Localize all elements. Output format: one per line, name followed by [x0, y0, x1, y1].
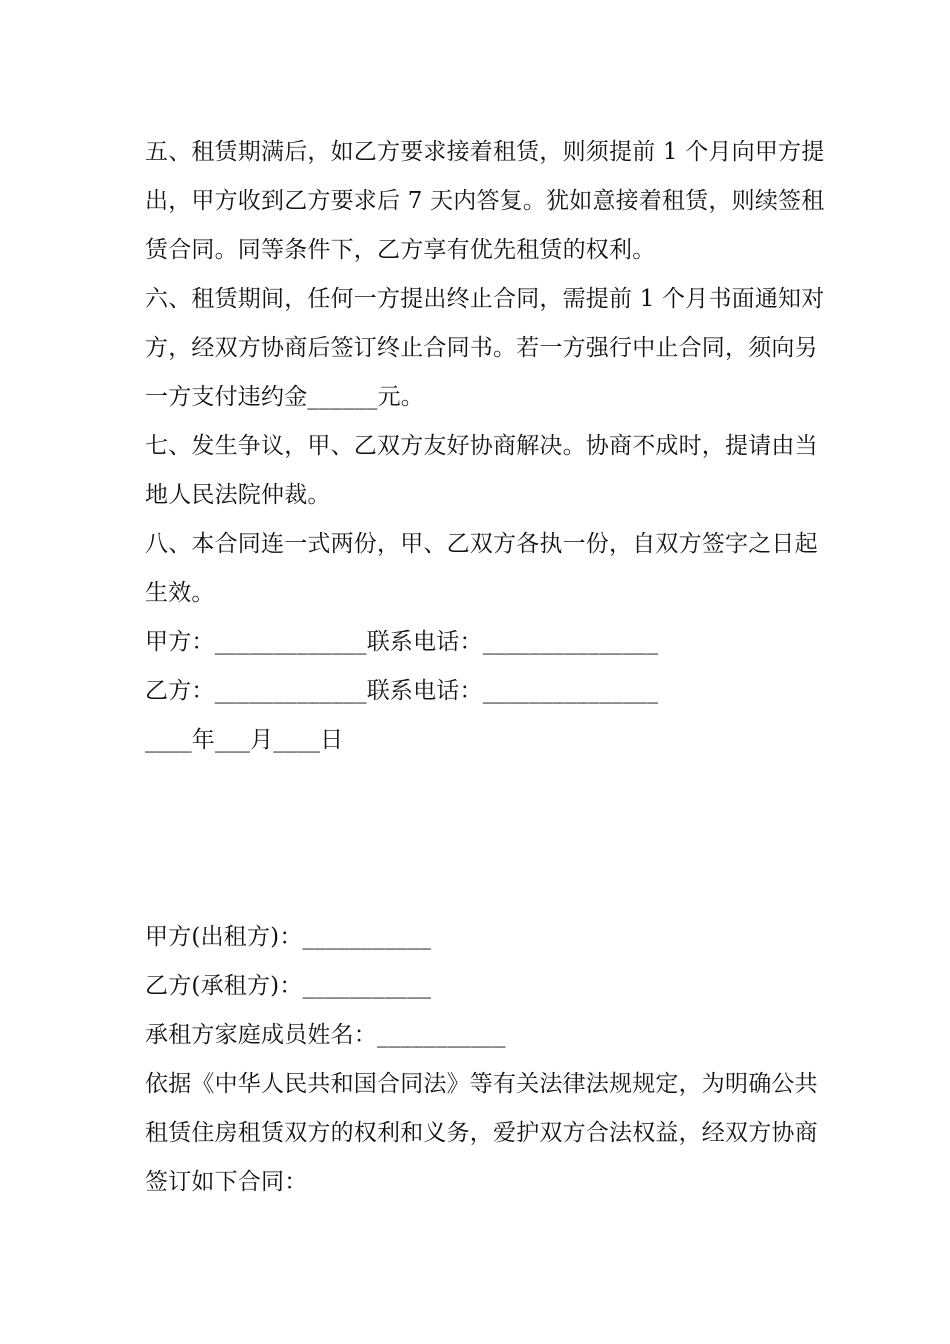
- text-line: 六、租赁期间，任何一方提出终止合同，需提前 1 个月书面通知对: [145, 286, 825, 312]
- text-line: 七、发生争议，甲、乙双方友好协商解决。协商不成时，提请由当: [145, 433, 818, 459]
- text-line: 一方支付违约金______元。: [145, 384, 424, 410]
- text-line: 五、租赁期满后，如乙方要求接着租赁，则须提前 1 个月向甲方提: [145, 139, 825, 165]
- party-b-signature-line: 乙方：_____________联系电话：_______________: [145, 678, 659, 704]
- family-members-line: 承租方家庭成员姓名：___________: [145, 1022, 506, 1048]
- text-line: 赁合同。同等条件下，乙方享有优先租赁的权利。: [145, 237, 656, 263]
- text-line: 租赁住房租赁双方的权利和义务，爱护双方合法权益，经双方协商: [145, 1120, 818, 1146]
- second-contract-intro: [145, 1060, 818, 1207]
- text-line: 生效。: [145, 580, 215, 606]
- text-line: 签订如下合同：: [145, 1169, 308, 1195]
- text-line: 依据《中华人民共和国合同法》等有关法律法规规定，为明确公共: [145, 1071, 818, 1097]
- text-line: 八、本合同连一式两份，甲、乙双方各执一份，自双方签字之日起: [145, 531, 818, 557]
- clause-5: [145, 128, 825, 275]
- clause-8: [145, 520, 818, 618]
- document-page: [145, 128, 825, 1207]
- clause-6: [145, 275, 825, 422]
- text-line: 方，经双方协商后签订终止合同书。若一方强行中止合同，须向另: [145, 335, 818, 361]
- clause-7: [145, 422, 818, 520]
- second-contract-header: [145, 913, 810, 1060]
- text-line: 出，甲方收到乙方要求后 7 天内答复。犹如意接着租赁，则续签租: [145, 188, 825, 214]
- signature-block: [145, 618, 810, 765]
- section-gap: [145, 765, 810, 913]
- party-a-signature-line: 甲方：_____________联系电话：_______________: [145, 629, 659, 655]
- date-line: ____年___月____日: [145, 727, 344, 753]
- lessee-line: 乙方(承租方)：___________: [145, 973, 432, 999]
- text-line: 地人民法院仲裁。: [145, 482, 331, 508]
- lessor-line: 甲方(出租方)：___________: [145, 924, 432, 950]
